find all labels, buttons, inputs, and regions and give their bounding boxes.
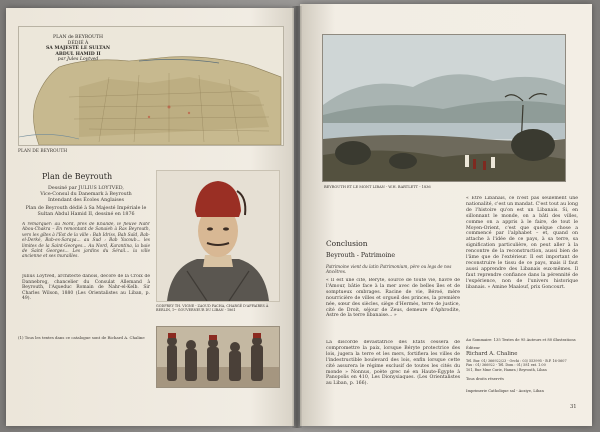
right-page bbox=[300, 4, 592, 426]
credit-line: Intendant des Écoles Anglaises bbox=[48, 198, 124, 203]
portrait-drawing bbox=[157, 171, 279, 301]
map-title-line: PLAN de BEYROUTH bbox=[53, 35, 103, 40]
publisher-address-line: Tél. Bur. 01/ 366922/23 - Orchi : 03/ 553995 - B.P. 16-5607 bbox=[466, 359, 567, 363]
beirut-engraving bbox=[322, 34, 566, 182]
article-heading: Plan de Beyrouth bbox=[42, 172, 113, 181]
publisher-address-line: 101, Rue Mme Curie, Hamra / Beyrouth, Liban bbox=[466, 367, 547, 372]
colophon-summary: Au Sommaire: 135 Textes de 95 Auteurs et 80 illustrations bbox=[466, 338, 576, 342]
page-number: 31 bbox=[570, 404, 577, 410]
dedication-text: Plan de Beyrouth dédié à Sa Majesté Impériale le Sultan Abdul Hamid II, dessiné en 1876 bbox=[25, 206, 147, 217]
beirut-map bbox=[18, 26, 284, 146]
book-gutter bbox=[292, 6, 302, 428]
conclusion-body: « Il est une cité, Béryte, source de toute vie, havre de l'Amour, bâtie face à la mer avec de belles îles et de somptueux ombrages. Racine de vie, Béroé, mère nourricière de villes et orgueil des princes, la première née, sœur des siècles, siège d'Hermès, terre de justice, cité de Droit, séjour de Zeus, demeure d'Aphrodite, Astre de la terre libanaise... » bbox=[326, 278, 460, 319]
colophon-label: Éditeur bbox=[466, 346, 481, 350]
maalouf-quote: « Être Libanais, ce n'est pas seulement une nationalité, c'est un mandat. C'est tout au long de l'histoire qu'on est un Libanais. Si, en sillonnant le monde, on a bâti des villes, comme on a appris à le faire, de tout le Moyen-Orient, c'est que quelque chose a commencé par l'alphabet – et, quand on attache à l'idée de ce pays, à sa terre, sa signification particulière, on peut aller à la rencontre de la reconstruction, aussi bien de l'âme que de l'extérieur. Il est important de reconstruire le tissu de ce pays, mais il faut aussi apprendre des Libanais eux-mêmes. Il faut reprendre confiance dans la pérennité de l'expérience, non de l'univers historique libanais. » Amine Maalouf, prix Goncourt. bbox=[466, 196, 578, 290]
footnote: (1) Tous les textes dans ce catalogue sont de Richard A. Chaline bbox=[18, 335, 145, 340]
left-page bbox=[6, 8, 294, 426]
credit-line: Vice-Consul du Danemark à Beyrouth bbox=[40, 192, 132, 197]
publisher-address-line: Fax : 01/ 366922 - Tél. Dom : 01/ 581 ext. 1.00 bbox=[466, 363, 546, 368]
architect-bio: Julius Loytved, architecte danois, décoré de la Croix de Dannebrog, chancelier du Consulat Allemand à Beyrouth, l'Aqueduc Romain de Nahr-el-Kelb. Sir Charles Wilson, 1880 (Les Orientalistes au Liban, p. 49). bbox=[22, 274, 150, 302]
conclusion-heading: Conclusion bbox=[326, 239, 368, 248]
map-title-line: ABDUL HAMID II bbox=[55, 51, 101, 57]
credit-line: Dessiné par JULIUS LOYTVED, bbox=[48, 186, 124, 191]
group-photo-drawing bbox=[157, 327, 279, 387]
publisher-name: Richard A. Chaline bbox=[466, 351, 518, 357]
map-description: À remarquer: au Nord, près de Khalidé, le fleuve Nahr Abou-Chakra – En remontant de Sanaieh à Ras Beyrouth, vers les gîtes à l'Est de la ville : Bab Idriss, Bab Saïd, Bab-el-Derké, Bab-es-Saraya... au Sud : Bab Yacoub... les limites de la Saint-Georges... Au Nord, Karantina, la baie de Saint Georges... Les jardins du Sérail... la ville ancienne et ses murailles. bbox=[22, 222, 150, 260]
portrait-image bbox=[156, 170, 280, 302]
map-title-line: DÉDIÉ À bbox=[67, 40, 89, 46]
portrait-caption: GODFREY TH. VIGNE - ZAOUD PACHA, CHARGÉ D'AFFAIRES À BERLIN, 1ᵉʳ GOUVERNEUR DU LIBAN - 1861 bbox=[156, 304, 269, 313]
rights-notice: Tous droits réservés bbox=[466, 377, 504, 381]
conclusion-subheading: Beyrouth - Patrimoine bbox=[326, 252, 396, 259]
conclusion-body-continued: La discorde dévastatrice des États cessera de compromettre la paix, lorsque Béryte protectrice des lois, jugera la terre et les mers, fortifiera les villes de l'indestructible boulevard des lois, enfin lorsque cette cité assurera le régime exclusif de toutes les cités du monde » Nonnus, poète grec né en Haute-Égypte à Panopolis en 410, Les Dionysiaques. (Les Orientalistes au Liban, p. 166). bbox=[326, 340, 460, 387]
conclusion-intro: Patrimoine vient du latin Patrimonium, père ou legs de nos Ancêtres. bbox=[326, 264, 452, 275]
engraving-drawing bbox=[323, 35, 565, 181]
engraving-caption: BEYROUTH ET LE MONT LIBAN - W.H. BARTLETT - 1836 bbox=[324, 185, 431, 189]
group-photo bbox=[156, 326, 280, 388]
map-caption: PLAN DE BEYROUTH bbox=[18, 149, 68, 154]
printer-credit: Imprimerie Catholique sal - Aoziye, Liban bbox=[466, 389, 544, 393]
map-title-line: par Jules Loytved bbox=[57, 57, 99, 63]
map-title-line: SA MAJESTÉ LE SULTAN bbox=[45, 46, 111, 52]
